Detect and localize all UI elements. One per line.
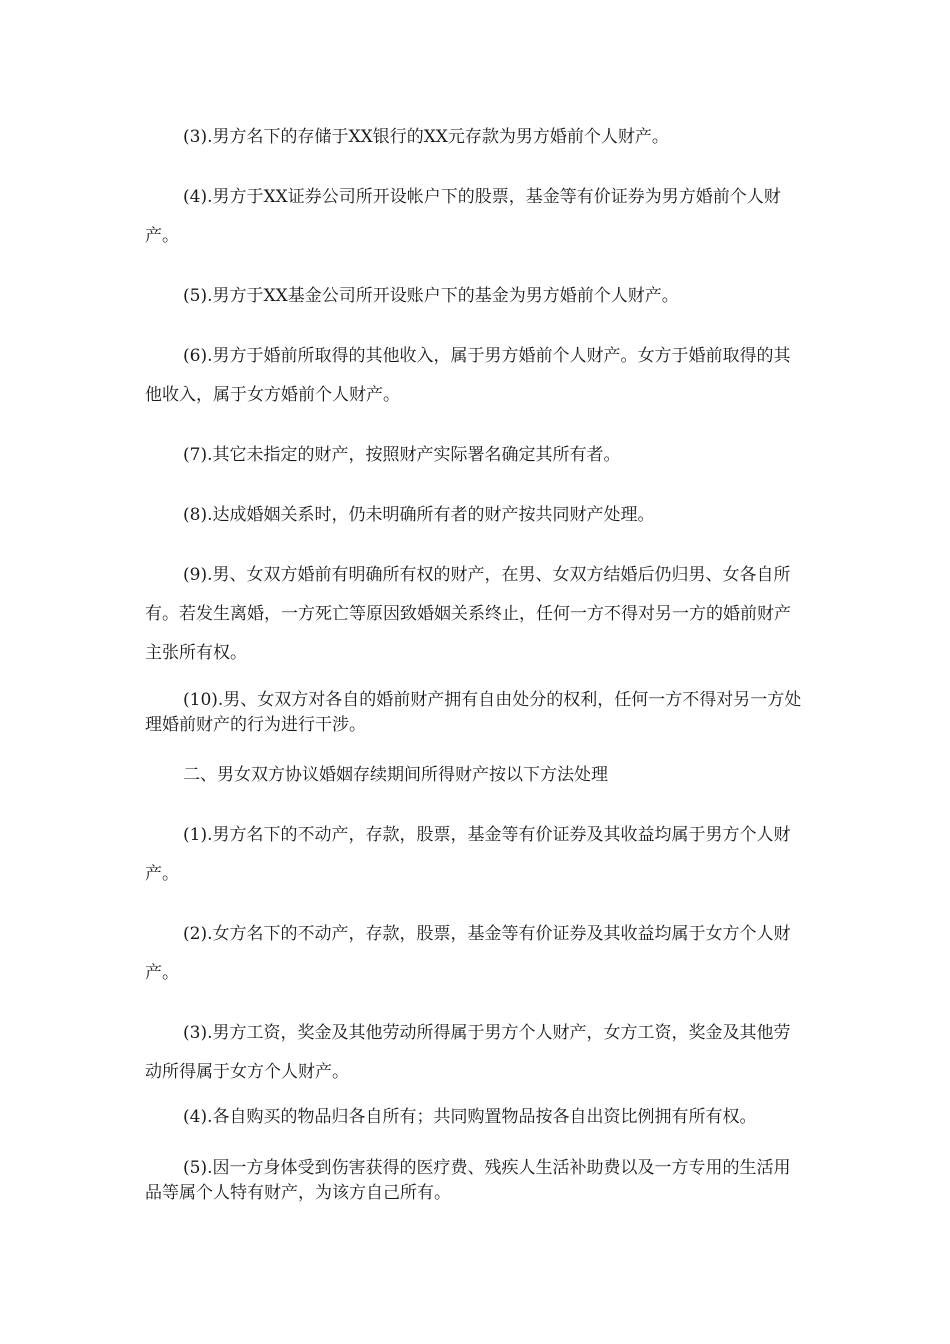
clause-marital-3: (3).男方工资，奖金及其他劳动所得属于男方个人财产，女方工资，奖金及其他劳动所得属于女方个人财产。 (145, 1023, 791, 1082)
clause-marital-4: (4).各自购买的物品归各自所有；共同购置物品按各自出资比例拥有所有权。 (183, 1107, 757, 1127)
clause-premarital-7: (7).其它未指定的财产，按照财产实际署名确定其所有者。 (183, 445, 621, 465)
clause-premarital-4: (4).男方于XX证券公司所开设帐户下的股票，基金等有价证券为男方婚前个人财产。 (145, 187, 781, 246)
clause-premarital-8: (8).达成婚姻关系时，仍未明确所有者的财产按共同财产处理。 (183, 505, 655, 525)
clause-marital-1: (1).男方名下的不动产，存款，股票，基金等有价证券及其收益均属于男方个人财产。 (145, 825, 791, 884)
clause-premarital-10: (10).男、女双方对各自的婚前财产拥有自由处分的权利，任何一方不得对另一方处理婚前财产的行为进行干涉。 (145, 690, 802, 735)
clause-premarital-5: (5).男方于XX基金公司所开设账户下的基金为男方婚前个人财产。 (183, 286, 679, 306)
clause-premarital-6: (6).男方于婚前所取得的其他收入，属于男方婚前个人财产。女方于婚前取得的其他收入，属于女方婚前个人财产。 (145, 346, 791, 405)
clause-premarital-3: (3).男方名下的存储于XX银行的XX元存款为男方婚前个人财产。 (183, 127, 669, 147)
clause-premarital-9: (9).男、女双方婚前有明确所有权的财产，在男、女双方结婚后仍归男、女各自所有。若发生离婚，一方死亡等原因致婚姻关系终止，任何一方不得对另一方的婚前财产主张所有权。 (145, 565, 791, 663)
clause-marital-2: (2).女方名下的不动产，存款，股票，基金等有价证券及其收益均属于女方个人财产。 (145, 924, 791, 983)
clause-marital-5: (5).因一方身体受到伤害获得的医疗费、残疾人生活补助费以及一方专用的生活用品等属个人特有财产，为该方自己所有。 (145, 1158, 791, 1203)
section-heading-2: 二、男女双方协议婚姻存续期间所得财产按以下方法处理 (183, 765, 608, 785)
